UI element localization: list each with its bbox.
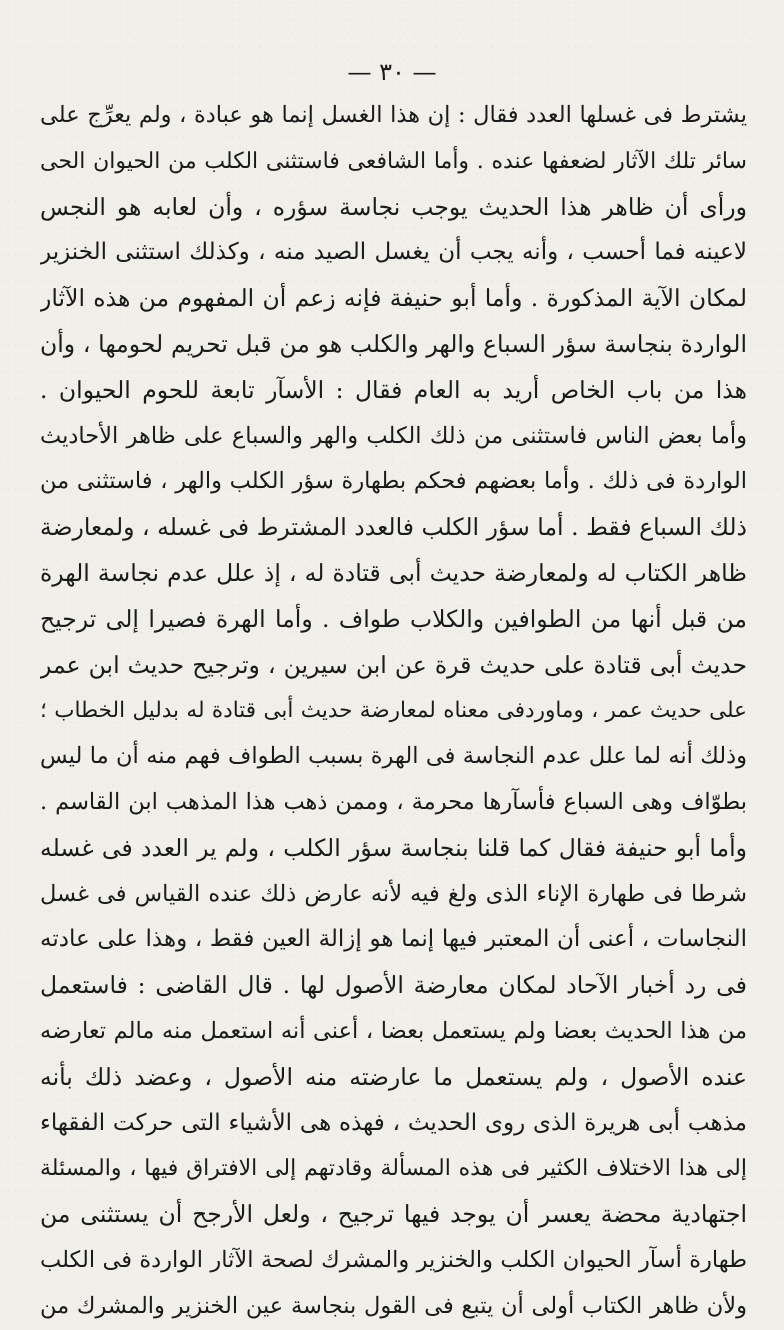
text-line: ورأى أن ظاهر هذا الحديث يوجب نجاسة سؤره ، وأن لعابه هو النجس — [40, 192, 747, 221]
text-line: شرطا فى طهارة الإناء الذى ولغ فيه لأنه عارض ذلك عنده القياس فى غسل — [40, 880, 747, 907]
text-line: مذهب أبى هريرة الذى روى الحديث ، فهذه هى الأشياء التى حركت الفقهاء — [40, 1109, 747, 1136]
text-line: ذلك السباع فقط . أما سؤر الكلب فالعدد المشترط فى غسله ، ولمعارضة — [40, 513, 747, 542]
text-line: لمكان الآية المذكورة . وأما أبو حنيفة فإنه زعم أن المفهوم من هذه الآثار — [40, 284, 747, 313]
text-line: اجتهادية محضة يعسر أن يوجد فيها ترجيح ، ولعل الأرجح أن يستثنى من — [40, 1200, 747, 1229]
text-line: إلى هذا الاختلاف الكثير فى هذه المسألة وقادتهم إلى الافتراق فيها ، والمسئلة — [40, 1156, 747, 1182]
text-line: سائر تلك الآثار لضعفها عنده . وأما الشافعى فاستثنى الكلب من الحيوان الحى — [40, 148, 747, 174]
page-number: — ٣٠ — — [347, 58, 437, 86]
text-line: عنده الأصول ، ولم يستعمل ما عارضته منه الأصول ، وعضد ذلك بأنه — [40, 1062, 747, 1091]
text-line: حديث أبى قتادة على حديث قرة عن ابن سيرين ، وترجيح حديث ابن عمر — [40, 650, 747, 679]
text-line: ظاهر الكتاب له ولمعارضة حديث أبى قتادة له ، إذ علل عدم نجاسة الهرة — [40, 558, 747, 587]
text-line: على حديث عمر ، وماوردفى معناه لمعارضة حديث أبى قتادة له بدليل الخطاب ؛ — [40, 698, 747, 724]
text-line: الواردة بنجاسة سؤر السباع والهر والكلب هو من قبل تحريم لحومها ، وأن — [40, 329, 747, 358]
text-line: لاعينه فما أحسب ، وأنه يجب أن يغسل الصيد منه ، وكذلك استثنى الخنزير — [40, 239, 747, 266]
text-line: من هذا الحديث بعضا ولم يستعمل بعضا ، أعنى أنه استعمل منه مالم تعارضه — [40, 1017, 747, 1044]
text-line: الواردة فى ذلك . وأما بعضهم فحكم بطهارة سؤر الكلب والهر ، فاستثنى من — [40, 468, 747, 495]
text-line: هذا من باب الخاص أريد به العام فقال : الأسآر تابعة للحوم الحيوان . — [40, 375, 747, 404]
text-line: طهارة أسآر الحيوان الكلب والخنزير والمشرك لصحة الآثار الواردة فى الكلب — [40, 1246, 747, 1273]
text-line: وأما أبو حنيفة فقال كما قلنا بنجاسة سؤر الكلب ، ولم ير العدد فى غسله — [40, 833, 747, 862]
text-line: ولأن ظاهر الكتاب أولى أن يتبع فى القول بنجاسة عين الخنزير والمشرك من — [40, 1292, 747, 1319]
text-line: يشترط فى غسلها العدد فقال : إن هذا الغسل إنما هو عبادة ، ولم يعرِّج على — [40, 102, 747, 128]
page-body-text — [40, 93, 747, 1330]
text-line: وذلك أنه لما علل عدم النجاسة فى الهرة بسبب الطواف فهم منه أن ما ليس — [40, 743, 747, 770]
text-line: وأما بعض الناس فاستثنى من ذلك الكلب والهر والسباع على ظاهر الأحاديث — [40, 422, 747, 449]
text-line: من قبل أنها من الطوافين والكلاب طواف . وأما الهرة فصيرا إلى ترجيح — [40, 604, 747, 633]
text-line: فى رد أخبار الآحاد لمكان معارضة الأصول لها . قال القاضى : فاستعمل — [40, 971, 747, 1000]
text-line: النجاسات ، أعنى أن المعتبر فيها إنما هو إزالة العين فقط ، وهذا على عادته — [40, 926, 747, 953]
text-line: بطوّاف وهى السباع فأسآرها محرمة ، وممن ذهب هذا المذهب ابن القاسم . — [40, 788, 747, 815]
